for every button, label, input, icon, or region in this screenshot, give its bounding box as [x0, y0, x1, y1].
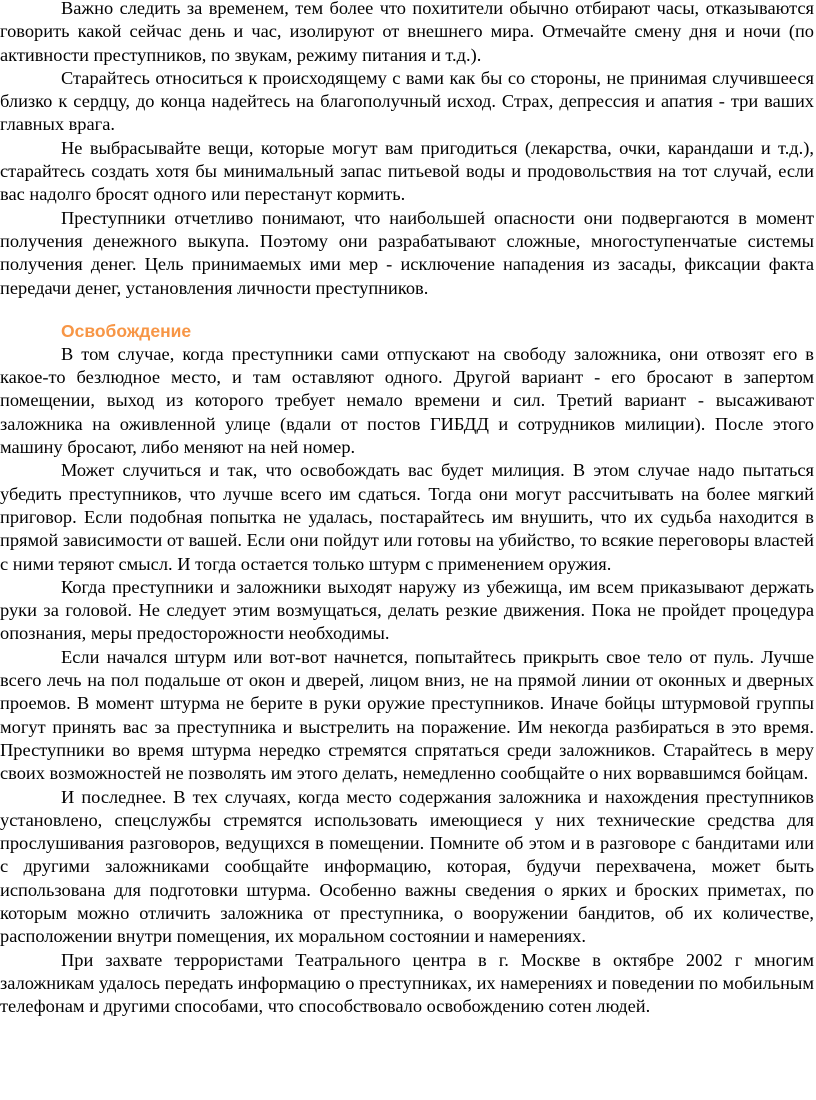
paragraph-assault: Если начался штурм или вот-вот начнется, попытайтесь прикрыть свое тело от пуль. Лучше всего лечь на пол подальше от окон и дверей, лицом вниз, не на прямой линии от оконных и дверных проемов. В момент штурма не берите в руки оружие преступников. Иначе бойцы штурмовой группы могут принять вас за преступника и выстрелить на поражение. Им некогда разбираться в это время. Преступники во время штурма нередко стремятся спрятаться среди заложников. Старайтесь в меру своих возможностей не позволять им этого делать, немедленно сообщайте о них ворвавшимся бойцам. [0, 646, 814, 784]
section-heading-release: Освобождение [61, 320, 192, 341]
paragraph-release-options: В том случае, когда преступники сами отпускают на свободу заложника, они отвозят его в какое-то безлюдное место, и там оставляют одного. Другой вариант - его бросают в запертом помещении, выход из которого требует немало времени и сил. Третий вариант - высаживают заложника на оживленной улице (вдали от постов ГИБДД и сотрудников милиции). После этого машину бросают, либо меняют на ней номер. [0, 343, 814, 458]
paragraph-track-time: Важно следить за временем, тем более что похитители обычно отбирают часы, отказываются говорить какой сейчас день и час, изолируют от внешнего мира. Отмечайте смену дня и ночи (по активности преступников, по звукам, режиму питания и т.д.). [0, 0, 814, 65]
paragraph-hands-behind-head: Когда преступники и заложники выходят наружу из убежища, им всем приказывают держать руки за головой. Не следует этим возмущаться, делать резкие движения. Пока не пройдет процедура опознания, меры предосторожности необходимы. [0, 576, 814, 644]
paragraph-keep-things: Не выбрасывайте вещи, которые могут вам пригодиться (лекарства, очки, карандаши и т.д.), старайтесь создать хотя бы минимальный запас питьевой воды и продовольствия на тот случай, если вас надолго бросят одного или перестанут кормить. [0, 137, 814, 205]
paragraph-ransom: Преступники отчетливо понимают, что наибольшей опасности они подвергаются в момент получения денежного выкупа. Поэтому они разрабатывают сложные, многоступенчатые системы получения денег. Цель принимаемых ими мер - исключение нападения из засады, фиксации факта передачи денег, установления личности преступников. [0, 207, 814, 298]
paragraph-police-release: Может случиться и так, что освобождать вас будет милиция. В этом случае надо пытаться убедить преступников, что лучше всего им сдаться. Тогда они могут рассчитывать на более мягкий приговор. Если подобная попытка не удалась, постарайтесь им внушить, что их судьба находится в прямой зависимости от вашей. Если они пойдут или готовы на убийство, то всякие переговоры властей с ними теряют смысл. И тогда остается только штурм с применением оружия. [0, 460, 814, 574]
paragraph-surveillance: И последнее. В тех случаях, когда место содержания заложника и нахождения преступников установлено, спецслужбы стремятся использовать имеющиеся у них технические средства для прослушивания разговоров, ведущихся в помещении. Помните об этом и в разговоре с бандитами или с другими заложниками сообщайте информацию, которая, будучи перехвачена, может быть использована для подготовки штурма. Особенно важны сведения о ярких и броских приметах, по которым можно отличить заложника от преступника, о вооружении бандитов, об их количестве, расположении внутри помещения, их моральном состоянии и намерениях. [0, 786, 814, 947]
paragraph-theatre-center: При захвате террористами Театрального центра в г. Москве в октябре 2002 г многим заложникам удалось передать информацию о преступниках, их намерениях и поведении по мобильным телефонам и другими способами, что способствовало освобождению сотен людей. [0, 949, 814, 1017]
paragraph-stay-calm: Старайтесь относиться к происходящему с вами как бы со стороны, не принимая случившееся близко к сердцу, до конца надейтесь на благополучный исход. Страх, депрессия и апатия - три ваших главных врага. [0, 67, 814, 135]
